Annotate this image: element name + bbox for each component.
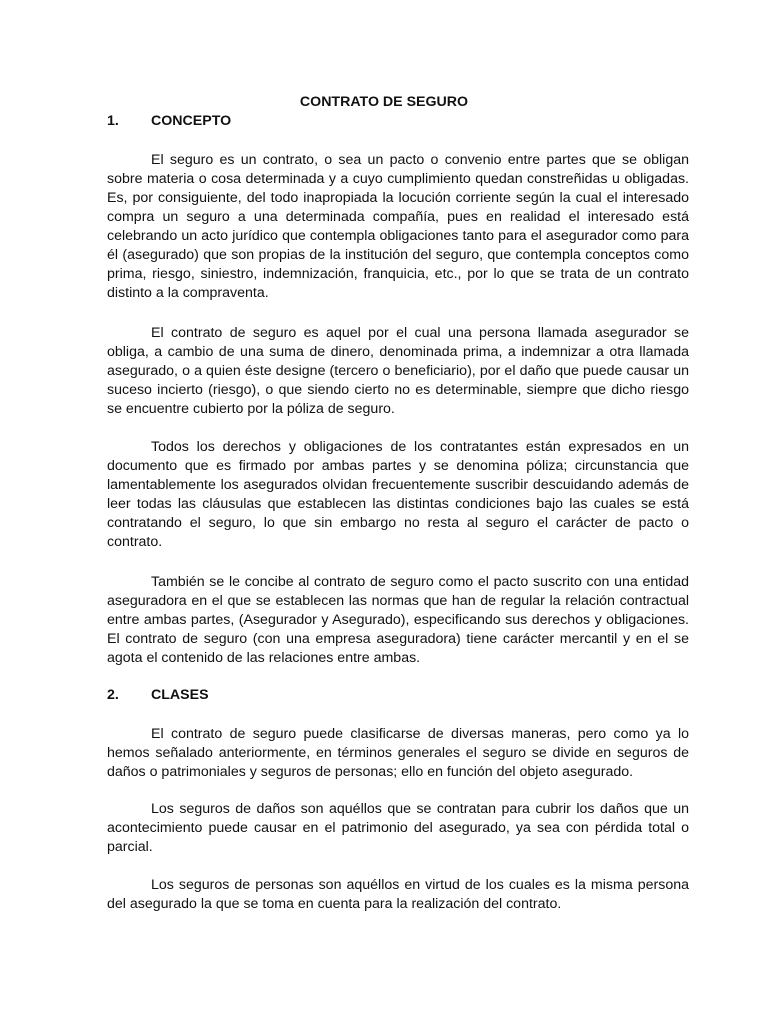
section-title: CLASES	[151, 687, 209, 703]
paragraph: El contrato de seguro es aquel por el cual una persona llamada asegurador se obliga, a cambio de una suma de dinero, denominada prima, a indemnizar a otra llamada asegurado, o a quien éste designe (tercero o beneficiario), por el daño que puede causar un suceso incierto (riesgo), o que siendo cierto no es determinable, siempre que dicho riesgo se encuentre cubierto por la póliza de seguro.	[107, 325, 689, 417]
paragraph: Los seguros de daños son aquéllos que se contratan para cubrir los daños que un acontecimiento puede causar en el patrimonio del asegurado, ya sea con pérdida total o parcial.	[107, 801, 689, 855]
section-title: CONCEPTO	[151, 113, 232, 129]
paragraph: El contrato de seguro puede clasificarse de diversas maneras, pero como ya lo hemos señalado anteriormente, en términos generales el seguro se divide en seguros de daños o patrimoniales y seguros de personas; ello en función del objeto asegurado.	[107, 726, 689, 780]
section-heading-concepto	[107, 112, 231, 131]
paragraph: El seguro es un contrato, o sea un pacto o convenio entre partes que se obligan sobre materia o cosa determinada y a cuyo cumplimiento quedan constreñidas u obligadas. Es, por consiguiente, del todo inapropiada la locución corriente según la cual el interesado compra un seguro a una determinada compañía, pues en realidad el interesado está celebrando un acto jurídico que contempla obligaciones tanto para el asegurador como para él (asegurado) que son propias de la institución del seguro, que contempla conceptos como prima, riesgo, siniestro, indemnización, franquicia, etc., por lo que se trata de un contrato distinto a la compraventa.	[107, 152, 689, 301]
paragraph: También se le concibe al contrato de seguro como el pacto suscrito con una entidad aseguradora en el que se establecen las normas que han de regular la relación contractual entre ambas partes, (Asegurador y Asegurado), especificando sus derechos y obligaciones. El contrato de seguro (con una empresa aseguradora) tiene carácter mercantil y en el se agota el contenido de las relaciones entre ambas.	[107, 574, 689, 666]
document-title: CONTRATO DE SEGURO	[299, 94, 469, 110]
section-heading-clases	[107, 686, 209, 705]
paragraph: Los seguros de personas son aquéllos en virtud de los cuales es la misma persona del asegurado la que se toma en cuenta para la realización del contrato.	[107, 877, 689, 912]
section-number: 2.	[107, 687, 119, 703]
paragraph: Todos los derechos y obligaciones de los contratantes están expresados en un documento que es firmado por ambas partes y se denomina póliza; circunstancia que lamentablemente los asegurados olvidan frecuentemente suscribir descuidando además de leer todas las cláusulas que establecen las distintas condiciones bajo las cuales se está contratando el seguro, lo que sin embargo no resta al seguro el carácter de pacto o contrato.	[107, 439, 689, 550]
section-number: 1.	[107, 113, 119, 129]
